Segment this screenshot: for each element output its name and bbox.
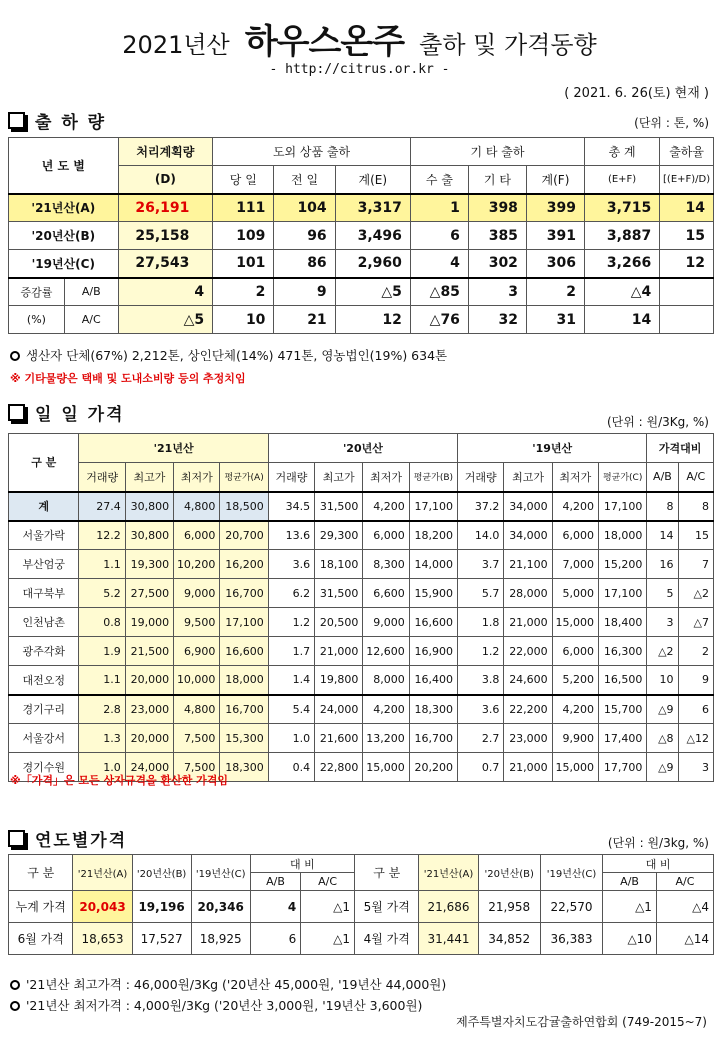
col-plan: 처리계획량 <box>118 138 213 166</box>
table-row: 대전오정 1.1 20,000 10,000 18,000 1.4 19,800 8,000 16,400 3.8 24,600 5,200 16,500 10 9 <box>9 666 714 695</box>
table-row: '19년산(C) 27,543 101 86 2,960 4 302 306 3,266 12 <box>9 250 714 278</box>
table-row: '21년산(A) 26,191 111 104 3,317 1 398 399 3,715 14 <box>9 194 714 222</box>
col-rate: 출하율 <box>660 138 714 166</box>
producer-note: 생산자 단체(67%) 2,212톤, 상인단체(14%) 471톤, 영농법인(19%) 634톤 <box>10 346 447 364</box>
table-row: 6월 가격 18,653 17,527 18,925 6 △1 4월 가격 31,441 34,852 36,383 △10 △14 <box>9 923 714 955</box>
report-date: ( 2021. 6. 26(토) 현재 ) <box>564 86 709 101</box>
shipment-unit: (단위 : 톤, %) <box>634 116 709 130</box>
checkbox-square-icon <box>8 112 25 129</box>
checkbox-square-icon <box>8 404 25 421</box>
shipment-table: 년 도 별 처리계획량 도외 상품 출하 기 타 출하 총 계 출하율 (D) 당 일 전 일 계(E) 수 출 기 타 계(F) (E+F) [(E+F)/D) '21년산(A) 26,191 111 104 3,317 1 398 399 3,715 14 '20년산(B) 25,158 109 96 3,496 6 385 391 3,887 15 '19년산(C) 27,543 101 86 2,960 4 302 306 3,266 12 증감률 A/B 4 2 9 △5 △85 3 2 △4 (%) A/C △5 10 21 12 △76 32 31 14 <box>8 137 714 334</box>
col-year: 년 도 별 <box>9 138 119 194</box>
daily-heading: 일 일 가격 <box>8 400 125 425</box>
table-row: (%) A/C △5 10 21 12 △76 32 31 14 <box>9 306 714 334</box>
price-remark: ※「가격」은 모든 상자규격을 환산한 가격임 <box>10 774 229 787</box>
table-row: 계 27.4 30,800 4,800 18,500 34.5 31,500 4,200 17,100 37.2 34,000 4,200 17,100 8 8 <box>9 492 714 521</box>
col-total: 총 계 <box>584 138 659 166</box>
table-row: 서울가락 12.2 30,800 6,000 20,700 13.6 29,300 6,000 18,200 14.0 34,000 6,000 18,000 14 15 <box>9 521 714 550</box>
circle-bullet-icon <box>10 351 20 361</box>
table-row: 부산엄궁 1.1 19,300 10,200 16,200 3.6 18,100 8,300 14,000 3.7 21,100 7,000 15,200 16 7 <box>9 550 714 579</box>
circle-bullet-icon <box>10 980 20 990</box>
circle-bullet-icon <box>10 1001 20 1011</box>
daily-rows <box>9 492 714 782</box>
shipment-heading: 출 하 량 <box>8 108 106 133</box>
footer-org: 제주특별자치도감귤출하연합회 (749-2015~7) <box>456 1015 707 1029</box>
yearly-heading: 연도별가격 <box>8 826 127 851</box>
etc-remark: ※ 기타물량은 택배 및 도내소비량 등의 추정치임 <box>10 372 246 385</box>
title-product: 하우스온주 <box>244 22 405 62</box>
site-url: - http://citrus.or.kr - <box>269 62 450 77</box>
table-row: 대구북부 5.2 27,500 9,000 16,700 6.2 31,500 6,600 15,900 5.7 28,000 5,000 17,100 5 △2 <box>9 579 714 608</box>
table-row: 인천남촌 0.8 19,000 9,500 17,100 1.2 20,500 9,000 16,600 1.8 21,000 15,000 18,400 3 △7 <box>9 608 714 637</box>
col-outside: 도외 상품 출하 <box>213 138 411 166</box>
daily-unit: (단위 : 원/3Kg, %) <box>606 415 709 429</box>
yearly-unit: (단위 : 원/3kg, %) <box>607 836 709 850</box>
daily-price-table: 구 분 '21년산 '20년산 '19년산 가격대비 거래량 최고가 최저가 평균가(A) 거래량 최고가 최저가 평균가(B) 거래량 최고가 최저가 평균가(C) A/B A/C 계 27.4 30,800 4,800 18,500 34.5 31,500 4,200 17,100 37.2 34,000 4,200 17,100 8 8 서울가락 12.2 30,800 6,000 20,700 13.6 29,300 6,000 18,200 14.0 34,000 6,000 18,000 14 15 부산엄궁 1.1 19,300 10,200 16,200 3.6 18,100 8,300 14,000 3.7 21,100 7,000 15,200 16 7 대구북부 5.2 27,500 9,000 16,700 6.2 31,500 6,600 15,900 5.7 28,000 5,000 17,100 5 △2 인천남촌 0.8 19,000 9,500 17,100 1.2 20,500 9,000 16,600 1.8 21,000 15,000 18,400 3 △7 광주각화 1.9 21,500 6,900 16,600 1.7 21,000 12,600 16,900 1.2 22,000 6,000 16,300 △2 2 대전오정 1.1 20,000 10,000 18,000 1.4 19,800 8,000 16,400 3.8 24,600 5,200 16,500 10 9 경기구리 2.8 23,000 4,800 16,700 5.4 24,000 4,200 18,300 3.6 22,200 4,200 15,700 △9 6 서울강서 1.3 20,000 7,500 15,300 1.0 21,600 13,200 16,700 2.7 23,000 9,900 17,400 △8 △12 경기수원 1.0 24,000 7,500 18,300 0.4 22,800 15,000 20,200 0.7 21,000 15,000 17,700 △9 3 <box>8 433 714 782</box>
table-row: 경기수원 1.0 24,000 7,500 18,300 0.4 22,800 15,000 20,200 0.7 21,000 15,000 17,700 △9 3 <box>9 753 714 782</box>
min-price-note: '21년산 최저가격 : 4,000원/3Kg ('20년산 3,000원, '19년산 3,600원) <box>10 996 422 1014</box>
yearly-price-table: 구 분 '21년산(A) '20년산(B) '19년산(C) 대 비 구 분 '21년산(A) '20년산(B) '19년산(C) 대 비 A/B A/C A/B A/C 누계 가격 20,043 19,196 20,346 4 △1 5월 가격 21,686 21,958 22,570 △1 △4 6월 가격 18,653 17,527 18,925 6 △1 4월 가격 31,441 34,852 36,383 △10 △14 <box>8 854 714 955</box>
table-row: 누계 가격 20,043 19,196 20,346 4 △1 5월 가격 21,686 21,958 22,570 △1 △4 <box>9 891 714 923</box>
checkbox-square-icon <box>8 830 25 847</box>
title-suffix: 출하 및 가격동향 <box>419 31 597 59</box>
max-price-note: '21년산 최고가격 : 46,000원/3Kg ('20년산 45,000원, '19년산 44,000원) <box>10 975 446 993</box>
table-row: 서울강서 1.3 20,000 7,500 15,300 1.0 21,600 13,200 16,700 2.7 23,000 9,900 17,400 △8 △12 <box>9 724 714 753</box>
table-row: 경기구리 2.8 23,000 4,800 16,700 5.4 24,000 4,200 18,300 3.6 22,200 4,200 15,700 △9 6 <box>9 695 714 724</box>
table-row: 증감률 A/B 4 2 9 △5 △85 3 2 △4 <box>9 278 714 306</box>
col-other: 기 타 출하 <box>410 138 584 166</box>
table-row: 광주각화 1.9 21,500 6,900 16,600 1.7 21,000 12,600 16,900 1.2 22,000 6,000 16,300 △2 2 <box>9 637 714 666</box>
table-row: '20년산(B) 25,158 109 96 3,496 6 385 391 3,887 15 <box>9 222 714 250</box>
title-year: 2021년산 <box>122 31 230 59</box>
report-title <box>0 14 719 63</box>
